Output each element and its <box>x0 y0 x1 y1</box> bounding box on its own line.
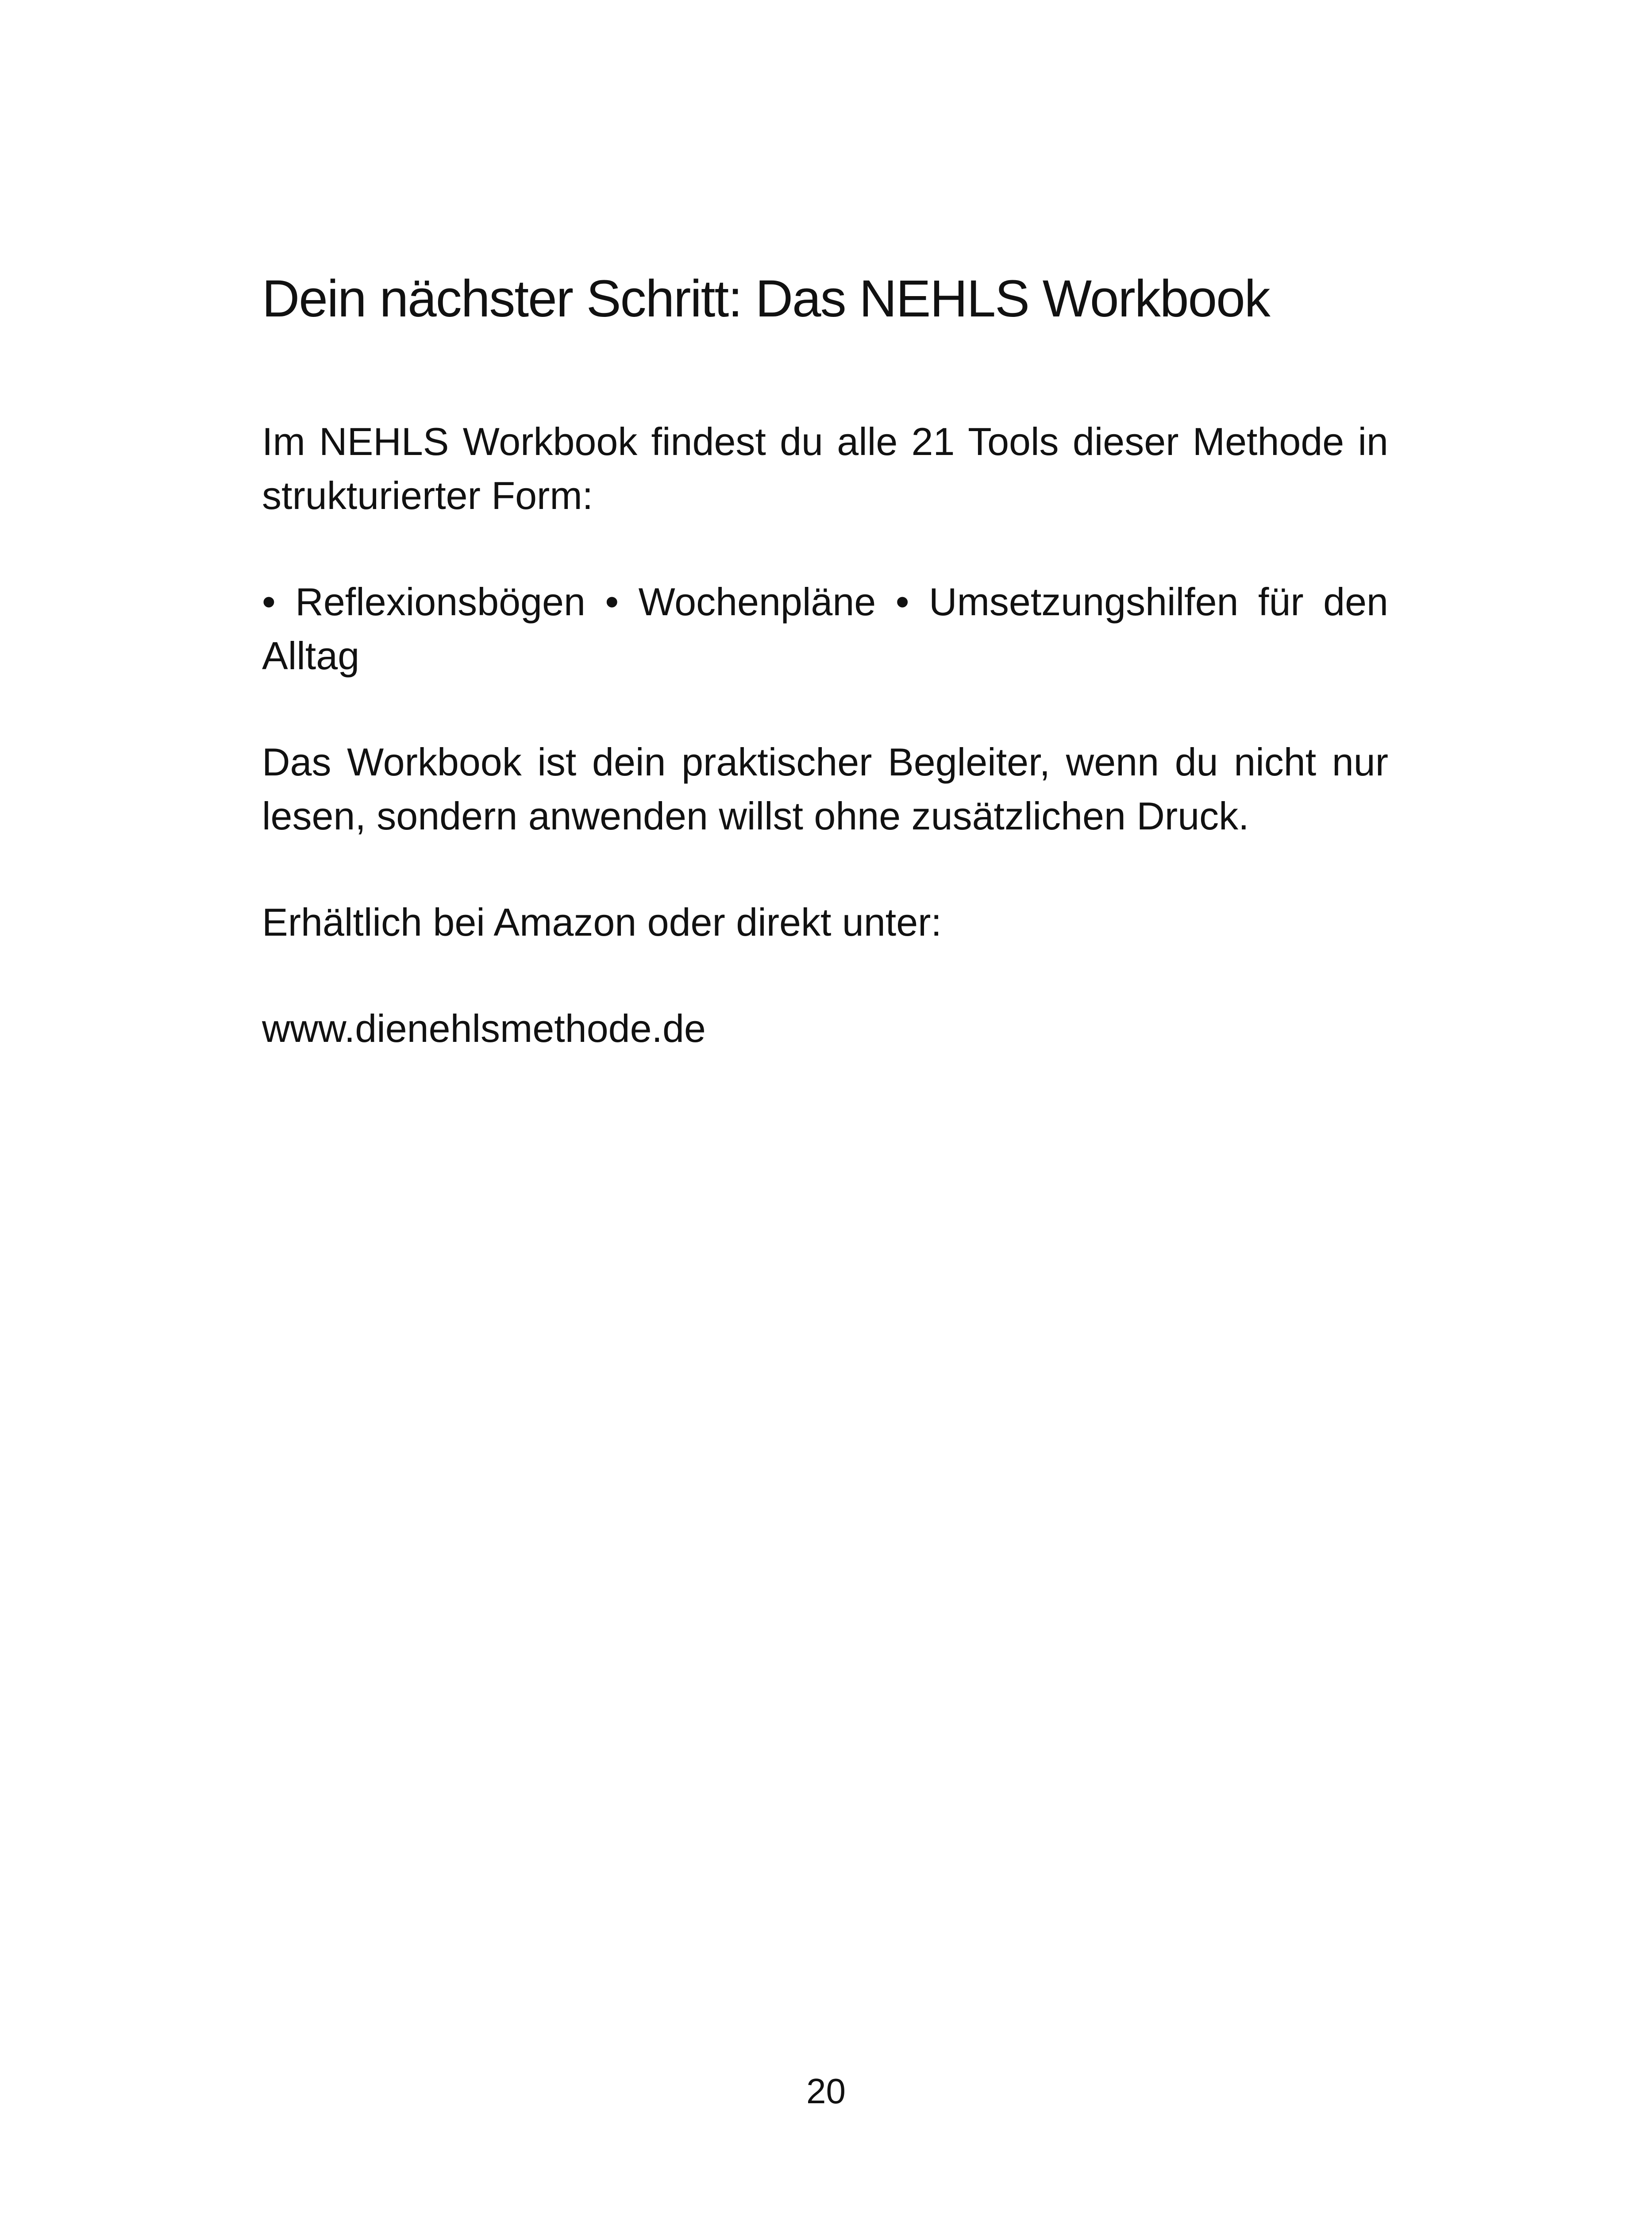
companion-paragraph: Das Workbook ist dein praktischer Begleiter, wenn du nicht nur lesen, sondern anwenden willst ohne zusätzlichen Druck. <box>262 740 1388 838</box>
website-line <box>262 1002 1388 1056</box>
page-content <box>262 259 1388 1056</box>
availability-paragraph: Erhältlich bei Amazon oder direkt unter: <box>262 900 942 944</box>
website-link[interactable]: www.dienehlsmethode.de <box>262 1006 706 1050</box>
tools-list-paragraph: • Reflexionsbögen • Wochenpläne • Umsetzungshilfen für den Alltag <box>262 580 1388 678</box>
intro-paragraph: Im NEHLS Workbook findest du alle 21 Tools dieser Methode in strukturierter Form: <box>262 420 1388 517</box>
page-heading: Dein nächster Schritt: Das NEHLS Workbook <box>262 270 1270 328</box>
page-number: 20 <box>806 2071 846 2111</box>
